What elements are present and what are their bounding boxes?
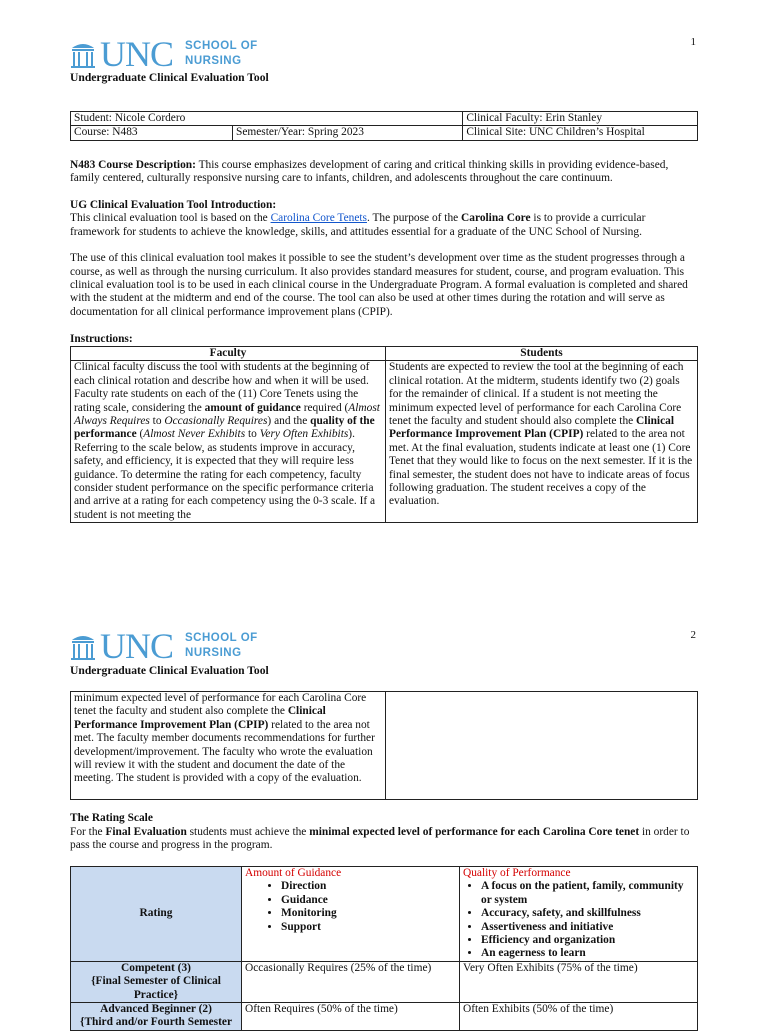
instructions-table [70, 346, 698, 523]
page-number: 1 [690, 36, 696, 48]
students-instructions: Students are expected to review the tool at the beginning of each clinical rotation. At the midterm, students identify two (2) goals for the remainder of clinical. If a student is not meeting the minimum expected level of performance for each Carolina Core tenet the faculty and student should also complete the Clinical Performance Improvement Plan (CPIP) related to the area not met. At the final evaluation, students indicate at least one (1) Core Tenet that they would like to focus on the next semester. If it is the final semester, the student does not have to indicate areas of focus following graduation. The student receives a copy of the evaluation. [386, 361, 698, 523]
unc-logo [70, 36, 258, 72]
student-cell: Student: Nicole Cordero [71, 112, 463, 126]
faculty-instructions: Clinical faculty discuss the tool with students at the beginning of each clinical rotation and describe how and when it will be used. Faculty rate students on each of the (11) Core Tenets using the rating scale, considering the amount of guidance required (Almost Always Requires to Occasionally Requires) and the quality of the performance (Almost Never Exhibits to Very Often Exhibits). Referring to the scale below, as students improve in accuracy, safety, and efficiency, it is expected that they will require less guidance. To determine the rating for each competency, faculty consider student performance on the specific performance criteria and arrive at a rating for each competency using the 0-3 scale. If a student is not meeting the [71, 361, 386, 523]
intro-paragraph-2: The use of this clinical evaluation tool makes it possible to see the student’s development over time as the student progresses through a course, as well as through the nursing curriculum. It also provides standard measures for student, course, and program evaluation. This clinical evaluation tool is to be used in each clinical course in the Undergraduate Program. A formal evaluation is completed and shared with the student at the midterm and end of the course. The tool can also be used at other times during the rotation and will serve as documentation for all clinical performance improvement plans (CPIP). [70, 252, 688, 318]
logo-school-text: SCHOOL OF NURSING [185, 40, 258, 67]
instructions-table-continued [70, 691, 698, 800]
info-table [70, 111, 698, 141]
competent-guidance: Occasionally Requires (25% of the time) [242, 961, 460, 1002]
rating-header: Rating [71, 867, 242, 962]
advanced-beginner-guidance: Often Requires (50% of the time) [242, 1003, 460, 1031]
rating-scale-heading: The Rating Scale [70, 812, 153, 824]
students-header: Students [386, 347, 698, 361]
advanced-beginner-quality: Often Exhibits (50% of the time) [460, 1003, 698, 1031]
intro-paragraph-1: This clinical evaluation tool is based on the Carolina Core Tenets. The purpose of the Carolina Core is to provide a curricular framework for students to achieve the knowledge, skills, and attitudes essential for a graduate of the UNC School of Nursing. [70, 212, 646, 238]
carolina-core-tenets-link[interactable]: Carolina Core Tenets [270, 212, 367, 225]
clinical-site-cell: Clinical Site: UNC Children’s Hospital [463, 126, 698, 140]
course-description: N483 Course Description: This course emphasizes development of caring and critical thinking skills in providing evidence-based, family centered, culturally responsive nursing care to infants, children, and adolescents throughout the care continuum. [70, 159, 669, 185]
students-instructions-continued [386, 692, 698, 800]
logo-text: UNC [100, 34, 174, 74]
rating-advanced-beginner: Advanced Beginner (2) {Third and/or Fourth Semester [71, 1003, 242, 1031]
guidance-header: Amount of Guidance • Direction • Guidance • Monitoring • Support [242, 867, 460, 962]
page-number: 2 [690, 629, 696, 641]
faculty-header: Faculty [71, 347, 386, 361]
tool-title: Undergraduate Clinical Evaluation Tool [70, 71, 269, 84]
semester-cell: Semester/Year: Spring 2023 [233, 126, 463, 140]
tool-title: Undergraduate Clinical Evaluation Tool [70, 664, 269, 677]
clinical-faculty-cell: Clinical Faculty: Erin Stanley [463, 112, 698, 126]
instructions-heading: Instructions: [70, 333, 133, 345]
rating-scale-table [70, 866, 698, 1031]
quality-list: • A focus on the patient, family, community or system • Accuracy, safety, and skillfulness • Assertiveness and initiative • Efficiency and organization • An eagerness to learn [463, 880, 694, 960]
intro-section [70, 199, 698, 319]
old-well-icon [70, 631, 96, 661]
logo-text: UNC [100, 626, 174, 666]
guidance-list: • Direction • Guidance • Monitoring • Support [245, 880, 456, 934]
old-well-icon [70, 39, 96, 69]
rating-scale-intro: For the Final Evaluation students must achieve the minimal expected level of performance for each Carolina Core tenet in order to pass the course and progress in the program. [70, 826, 690, 852]
rating-competent: Competent (3) {Final Semester of Clinical Practice} [71, 961, 242, 1002]
quality-header: Quality of Performance • A focus on the patient, family, community or system • Accuracy, safety, and skillfulness • Assertiveness and initiative • Efficiency and organization • An eagerness to learn [460, 867, 698, 962]
logo-school-text: SCHOOL OF NURSING [185, 632, 258, 659]
unc-logo-page-2 [70, 628, 258, 664]
course-cell: Course: N483 [71, 126, 233, 140]
competent-quality: Very Often Exhibits (75% of the time) [460, 961, 698, 1002]
faculty-instructions-continued: minimum expected level of performance for each Carolina Core tenet the faculty and student also complete the Clinical Performance Improvement Plan (CPIP) related to the area not met. The faculty member documents recommendations for further development/improvement. The faculty who wrote the evaluation will review it with the student and document the date of the meeting. The student is provided with a copy of the evaluation. [71, 692, 386, 800]
intro-heading: UG Clinical Evaluation Tool Introduction: [70, 199, 277, 211]
